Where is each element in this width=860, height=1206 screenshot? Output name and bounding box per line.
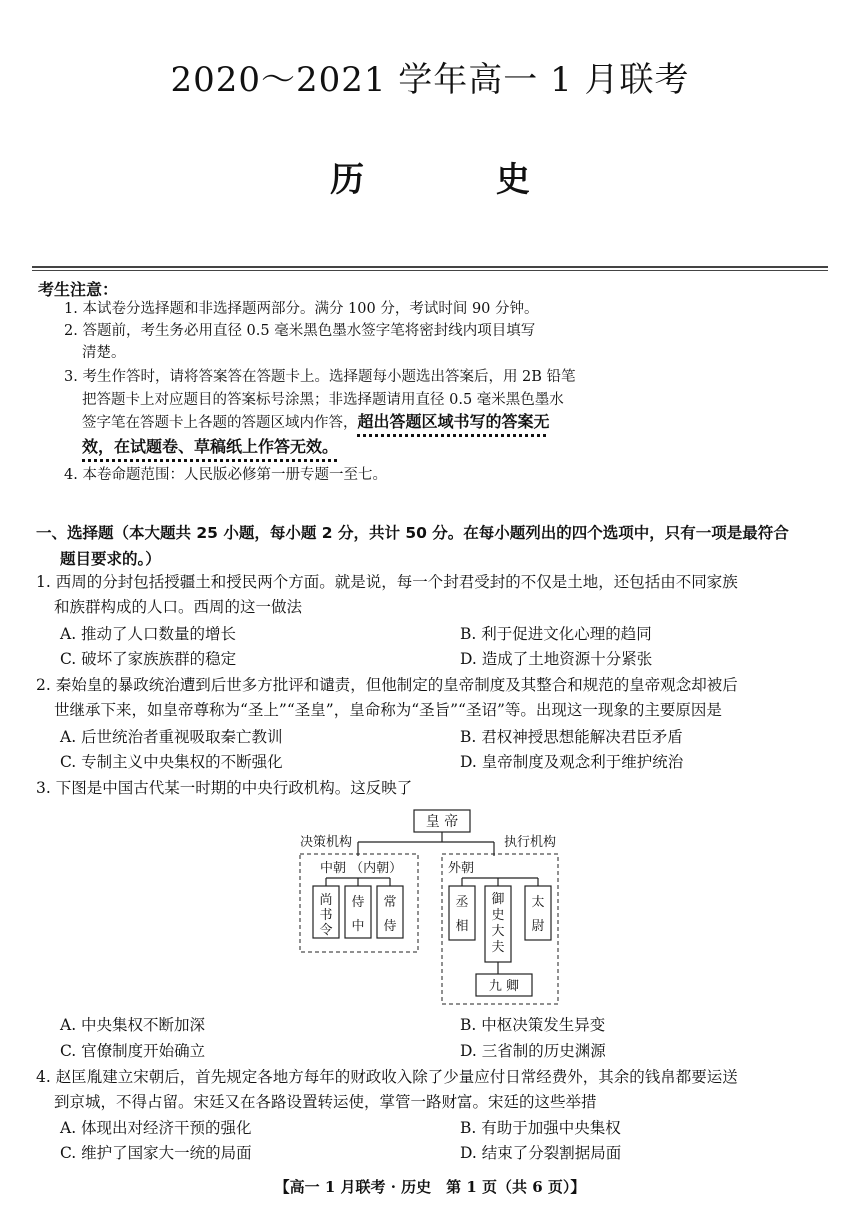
- taiwei-char: 太: [531, 895, 545, 910]
- question-3-option-a[interactable]: A. 中央集权不断加深: [60, 1016, 206, 1034]
- outer-court-label: 外朝: [448, 861, 475, 876]
- chengxiang-char: 相: [455, 919, 469, 934]
- yushidafu-char: 大: [491, 924, 505, 939]
- section-heading: [36, 520, 836, 572]
- connector: [358, 832, 494, 856]
- yushidafu-char: 夫: [491, 940, 505, 955]
- question-4-stem: 4. 赵匡胤建立宋朝后，首先规定各地方每年的财政收入除了少量应付日常经费外，其余的钱帛都要运送: [36, 1068, 738, 1086]
- question-1-option-b[interactable]: B. 利于促进文化心理的趋同: [460, 625, 652, 643]
- changshi-char: 常: [383, 895, 397, 910]
- notice-item-2: 2. 答题前，考生务必用直径 0.5 毫米黑色墨水签字笔将密封线内项目填写: [64, 323, 536, 339]
- question-3-option-d[interactable]: D. 三省制的历史渊源: [460, 1042, 606, 1060]
- question-4-stem-cont: 到京城，不得占留。宋廷又在各路设置转运使，掌管一路财富。宋廷的这些举措: [54, 1093, 597, 1111]
- yushidafu-char: 御: [491, 892, 505, 907]
- central-administration-diagram: [298, 808, 562, 1006]
- divider: [32, 270, 828, 271]
- question-4-option-c[interactable]: C. 维护了国家大一统的局面: [60, 1144, 252, 1162]
- section-heading-line: 题目要求的。）: [60, 550, 161, 568]
- question-4-option-d[interactable]: D. 结束了分裂割据局面: [460, 1144, 622, 1162]
- question-4-option-a[interactable]: A. 体现出对经济干预的强化: [60, 1119, 252, 1137]
- notice-item-3: 3. 考生作答时，请将答案答在答题卡上。选择题每小题选出答案后，用 2B 铅笔: [64, 369, 576, 385]
- question-4-option-b[interactable]: B. 有助于加强中央集权: [460, 1119, 621, 1137]
- shangshuling-char: 尚: [319, 893, 333, 908]
- page-footer: 【高一 1 月联考 · 历史 第 1 页（共 6 页）】: [274, 1178, 586, 1196]
- question-2-option-d[interactable]: D. 皇帝制度及观念利于维护统治: [460, 753, 684, 771]
- question-2-option-c[interactable]: C. 专制主义中央集权的不断强化: [60, 753, 283, 771]
- question-3-stem: 3. 下图是中国古代某一时期的中央行政机构。这反映了: [36, 779, 413, 797]
- connector: [326, 878, 390, 886]
- connector: [462, 878, 538, 886]
- emperor-label: 皇 帝: [425, 814, 459, 830]
- notice-text: 签字笔在答题卡上各题的答题区域内作答，: [82, 415, 358, 431]
- notice-item-2-cont: 清楚。: [82, 345, 126, 361]
- question-3-option-c[interactable]: C. 官僚制度开始确立: [60, 1042, 206, 1060]
- subject-title: 历 史: [330, 160, 590, 200]
- changshi-char: 侍: [383, 919, 397, 934]
- section-heading-line: 一、选择题（本大题共 25 小题，每小题 2 分，共计 50 分。在每小题列出的四个选项中，只有一项是最符合: [36, 524, 789, 542]
- notice-item-3-cont: 把答题卡上对应题目的答案标号涂黑；非选择题请用直径 0.5 毫米黑色墨水: [82, 392, 564, 408]
- question-2-option-b[interactable]: B. 君权神授思想能解决君臣矛盾: [460, 728, 683, 746]
- inner-court-label: 中朝 （内朝）: [320, 861, 403, 876]
- shizhong-char: 侍: [351, 895, 365, 910]
- shangshuling-char: 令: [319, 923, 333, 938]
- exec-label: 执行机构: [504, 835, 557, 850]
- question-2-option-a[interactable]: A. 后世统治者重视吸取秦亡教训: [60, 728, 283, 746]
- question-1-option-a[interactable]: A. 推动了人口数量的增长: [60, 625, 237, 643]
- notice-emphasis: 效，在试题卷、草稿纸上作答无效。: [82, 437, 339, 456]
- question-3-option-b[interactable]: B. 中枢决策发生异变: [460, 1016, 606, 1034]
- shangshuling-char: 书: [319, 908, 333, 923]
- notice-item-1: 1. 本试卷分选择题和非选择题两部分。满分 100 分，考试时间 90 分钟。: [64, 301, 539, 317]
- notice-item-3-cont: [82, 436, 338, 459]
- question-2-stem-cont: 世继承下来，如皇帝尊称为“圣上”“圣皇”，皇命称为“圣旨”“圣诏”等。出现这一现象的主要原因是: [54, 701, 722, 719]
- question-2-stem: 2. 秦始皇的暴政统治遭到后世多方批评和谴责，但他制定的皇帝制度及其整合和规范的皇帝观念却被后: [36, 676, 738, 694]
- question-1-stem: 1. 西周的分封包括授疆土和授民两个方面。就是说，每一个封君受封的不仅是土地，还包括由不同家族: [36, 573, 738, 591]
- yushidafu-char: 史: [491, 908, 505, 923]
- notice-heading: 考生注意：: [38, 280, 119, 299]
- notice-emphasis: 超出答题区域书写的答案无: [357, 412, 550, 431]
- question-1-option-c[interactable]: C. 破坏了家族族群的稳定: [60, 650, 237, 668]
- divider: [32, 266, 828, 268]
- taiwei-char: 尉: [531, 919, 545, 934]
- notice-item-3-cont: [82, 411, 550, 434]
- exam-title: 2020～2021 学年高一 1 月联考: [170, 60, 690, 100]
- chengxiang-char: 丞: [455, 895, 469, 910]
- nine-ministers-label: 九 卿: [488, 979, 520, 994]
- question-1-option-d[interactable]: D. 造成了土地资源十分紧张: [460, 650, 653, 668]
- decision-label: 决策机构: [300, 835, 353, 850]
- question-1-stem-cont: 和族群构成的人口。西周的这一做法: [54, 598, 303, 616]
- notice-item-4: 4. 本卷命题范围：人民版必修第一册专题一至七。: [64, 467, 387, 483]
- shizhong-char: 中: [351, 919, 365, 934]
